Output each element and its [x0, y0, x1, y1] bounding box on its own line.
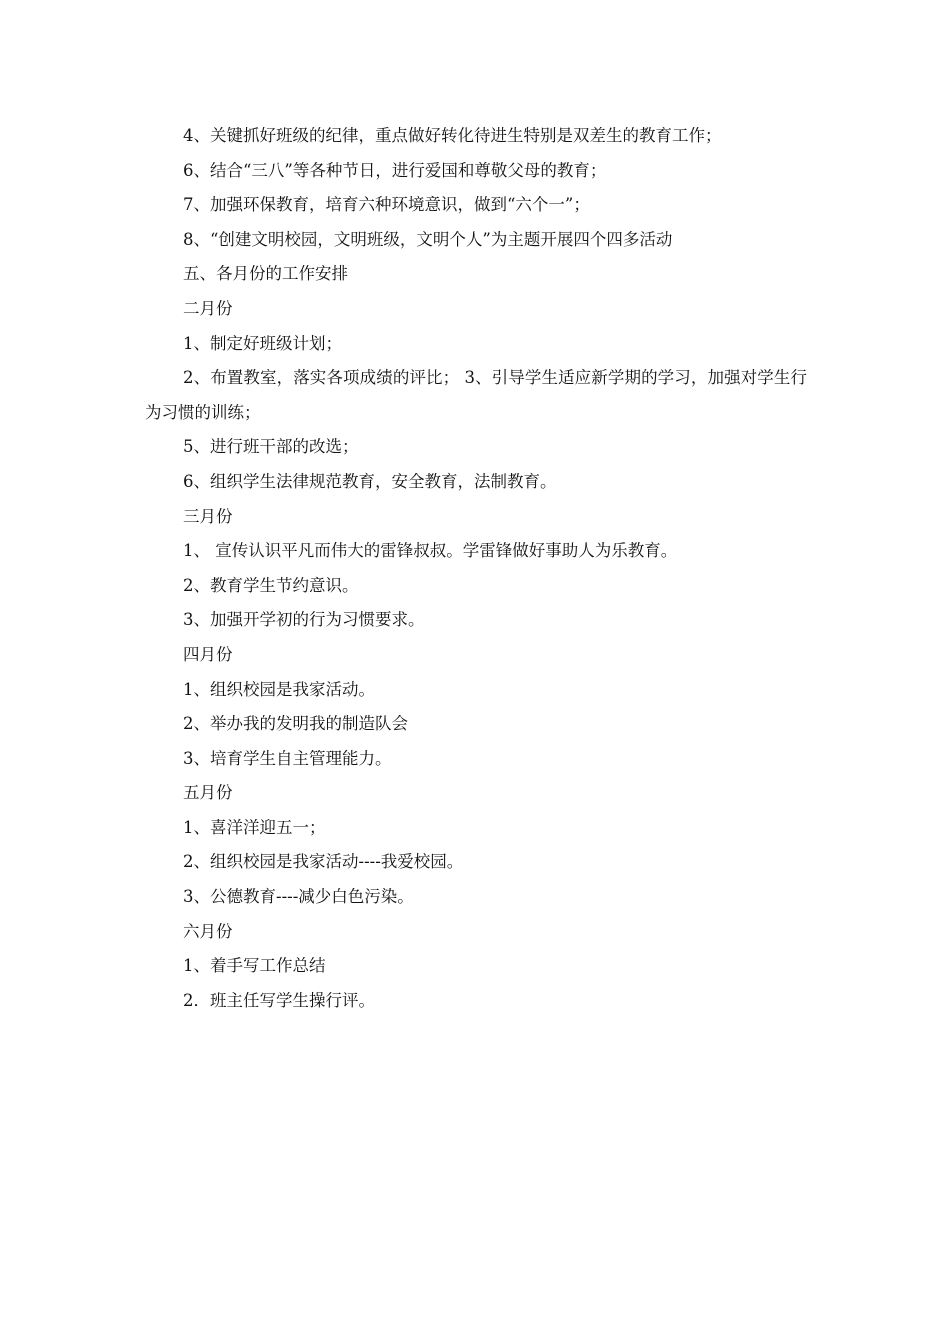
text-line: 2、教育学生节约意识。	[183, 575, 359, 595]
month-heading: 六月份	[183, 921, 233, 941]
month-heading: 二月份	[183, 298, 233, 318]
month-heading: 三月份	[183, 506, 233, 526]
text-line: 3、公德教育----减少白色污染。	[183, 887, 414, 907]
text-line: 1、喜洋洋迎五一；	[183, 817, 326, 837]
text-line: 1、 宣传认识平凡而伟大的雷锋叔叔。学雷锋做好事助人为乐教育。	[183, 541, 678, 561]
text-line: 6、组织学生法律规范教育，安全教育，法制教育。	[183, 471, 557, 491]
month-heading: 五月份	[183, 783, 233, 803]
document-body	[145, 119, 807, 1018]
text-line: 3、加强开学初的行为习惯要求。	[183, 610, 425, 630]
text-line: 2、组织校园是我家活动----我爱校园。	[183, 852, 464, 872]
text-line: 1、着手写工作总结	[183, 956, 326, 976]
month-heading: 四月份	[183, 644, 233, 664]
text-line: 4、关键抓好班级的纪律，重点做好转化待进生特别是双差生的教育工作；	[183, 126, 722, 145]
text-line: 5、进行班干部的改选；	[183, 437, 359, 457]
text-line: 2、布置教室，落实各项成绩的评比； 3、引导学生适应新学期的学习，加强对学生行为习惯的训练；	[145, 368, 807, 422]
section-heading: 五、各月份的工作安排	[183, 264, 348, 284]
text-line: 7、加强环保教育，培育六种环境意识，做到“六个一”；	[183, 195, 590, 215]
text-line: 1、组织校园是我家活动。	[183, 679, 375, 699]
text-line: 8、“创建文明校园，文明班级，文明个人”为主题开展四个四多活动	[183, 229, 673, 249]
text-line: 1、制定好班级计划；	[183, 333, 342, 353]
text-line: 2、举办我的发明我的制造队会	[183, 714, 408, 734]
text-line: 2．班主任写学生操行评。	[183, 990, 375, 1010]
text-line: 6、结合“三八”等各种节日，进行爱国和尊敬父母的教育；	[183, 160, 607, 180]
text-line: 3、培育学生自主管理能力。	[183, 748, 392, 768]
